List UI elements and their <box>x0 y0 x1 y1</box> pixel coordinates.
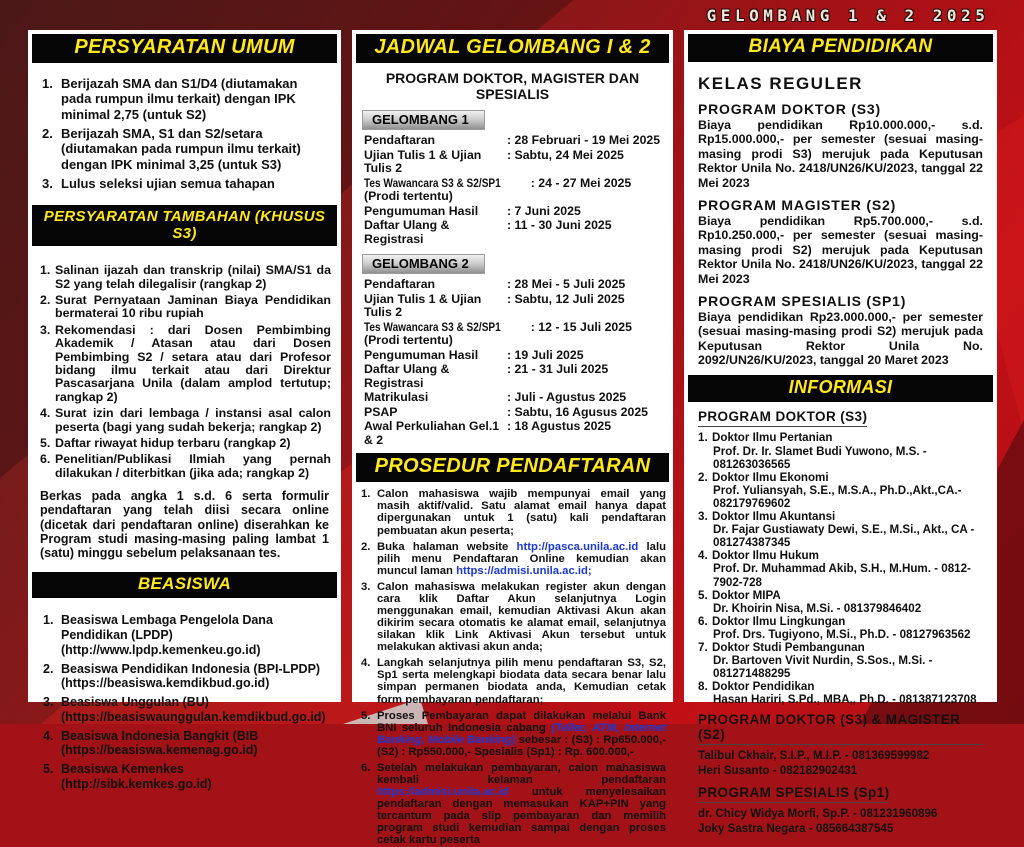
list-item <box>40 264 331 291</box>
header-jadwal: JADWAL GELOMBANG I & 2 <box>356 34 669 63</box>
contact-entry <box>698 641 983 680</box>
item-text: Salinan ijazah dan transkrip (nilai) SMA/S1 da S2 yang telah dilegalisir (rangkap 2) <box>55 263 331 291</box>
header-informasi: INFORMASI <box>688 375 993 402</box>
schedule-label <box>364 278 507 292</box>
informasi-heading-text: PROGRAM DOKTOR (S3) <box>698 409 867 427</box>
text-segment: Proses Pembayaran dapat dilakukan melalui Bank BNI seluruh Indonesia cabang <box>377 709 666 734</box>
berkas-note: Berkas pada angka 1 s.d. 6 serta formulir pendaftaran yang telah diisi secara online (dicetak dari pendaftaran online) diserahkan ke Program studi masing-masing paling lambat 1 (satu) minggu sebelum pelaksanaan tes. <box>40 489 329 561</box>
contact-line1 <box>698 615 983 628</box>
schedule-value: : Sabtu, 24 Mei 2025 <box>507 147 624 162</box>
informasi-section <box>698 712 983 778</box>
biaya-program-body: Biaya pendidikan Rp5.700.000,- s.d. Rp10.250.000,- per semester (sesuai masing-masing prodi S2) merujuk pada Keputusan Rektor Unila No. 2418/UN26/KU/2023, tanggal 22 Mei 2023 <box>698 213 983 286</box>
header-persyaratan-tambahan: PERSYARATAN TAMBAHAN (KHUSUS S3) <box>32 205 337 246</box>
item-number: 4. <box>361 657 371 670</box>
prosedur-item-text <box>377 710 666 758</box>
schedule-label <box>364 349 507 363</box>
informasi-section-heading <box>698 408 983 427</box>
contact-person: Prof. Dr. Muhammad Akib, S.H., M.Hum. - 0812-7902-728 <box>713 562 971 589</box>
schedule-label <box>364 205 507 219</box>
url-link[interactable]: https://admisi.unila.ac.id <box>377 786 509 799</box>
text-segment: lalu pilih menu Pendaftaran Online kemudian akan muncul laman <box>377 540 667 577</box>
contact-person: Prof. Drs. Tugiyono, M.Si., Ph.D. - 08127963562 <box>713 627 971 641</box>
item-number: 1. <box>43 613 54 628</box>
prosedur-item-text <box>377 581 666 653</box>
banner-gelombang-2025: GELOMBANG 1 & 2 2025 <box>706 6 990 25</box>
program-name: Doktor Pendidikan <box>712 680 815 694</box>
item-number: 2. <box>43 661 54 676</box>
item-number: 2. <box>40 293 51 308</box>
beasiswa-item <box>43 662 331 692</box>
biaya-program-body: Biaya pendidikan Rp10.000.000,- s.d. Rp15.000.000,- per semester (sesuai masing-masing prodi S3) merujuk pada Keputusan Rektor Unila No. 2418/UN26/KU/2023, tanggal 22 Mei 2023 <box>698 118 983 190</box>
header-biaya: BIAYA PENDIDIKAN <box>688 34 993 62</box>
contact-entries <box>698 431 983 706</box>
prosedur-item <box>361 657 666 705</box>
schedule-label-text: Pendaftaran <box>364 133 436 147</box>
contact-entry <box>698 549 983 588</box>
beasiswa-item-body <box>61 662 320 692</box>
schedule-rows <box>352 278 673 447</box>
text-segment: untuk menyelesaikan pendaftaran dengan memasukan KAP+PIN yang tercantum pada slip pembayaran dan memilih program studi kemudian sampai dengan proses cetak kartu peserta <box>377 786 666 847</box>
informasi-heading-text: PROGRAM DOKTOR (S3) & MAGISTER (S2) <box>698 712 983 745</box>
header-prosedur: PROSEDUR PENDAFTARAN <box>356 453 669 482</box>
schedule-label-note: (Prodi tertentu) <box>364 333 453 348</box>
contact-entries <box>698 807 983 836</box>
item-text: Surat Pernyataan Jaminan Biaya Pendidikan bermaterai 10 ribu rupiah <box>55 293 331 321</box>
contact-entry <box>698 680 983 706</box>
biaya-program-heading: PROGRAM SPESIALIS (SP1) <box>698 292 907 309</box>
item-number: 8. <box>698 680 708 694</box>
contact-line1 <box>698 641 983 654</box>
panel-biaya-informasi <box>684 30 997 835</box>
item-number: 5. <box>43 762 54 777</box>
informasi-section-heading <box>698 712 983 745</box>
schedule-row <box>364 406 665 420</box>
program-name: Doktor Ilmu Hukum <box>712 549 819 563</box>
schedule-value: : 19 Juli 2025 <box>507 347 584 362</box>
item-number: 6. <box>40 452 51 467</box>
list-item <box>40 407 331 434</box>
prosedur-item <box>361 581 666 653</box>
beasiswa-list <box>43 613 331 791</box>
list-item <box>40 294 331 321</box>
schedule-label <box>364 420 507 447</box>
contact-person: Dr. Fajar Gustiawaty Dewi, S.E., M.Si., Akt., CA - 081274387345 <box>713 523 975 550</box>
contact-line1 <box>698 764 983 778</box>
beasiswa-url: (https://beasiswa.kemdikbud.go.id) <box>61 676 270 691</box>
program-name: Doktor Ilmu Ekonomi <box>712 470 829 484</box>
program-name: Doktor MIPA <box>712 588 781 602</box>
item-number: 1. <box>361 488 371 501</box>
panel-persyaratan <box>28 30 341 791</box>
prosedur-item <box>361 541 666 577</box>
item-number: 3. <box>42 175 53 191</box>
schedule-label-text: Matrikulasi <box>364 390 429 405</box>
schedule-label-text: Ujian Tulis 1 & Ujian Tulis 2 <box>364 291 482 320</box>
schedule-value: : 18 Agustus 2025 <box>507 419 612 434</box>
contact-person: Dr. Khoirin Nisa, M.Si. - 081379846402 <box>713 601 922 615</box>
schedule-row <box>364 149 665 176</box>
informasi-section <box>698 408 983 706</box>
contact-entry <box>698 510 983 549</box>
beasiswa-item-body <box>61 695 326 725</box>
beasiswa-item-body <box>61 613 331 657</box>
schedule-label-text: Daftar Ulang & Registrasi <box>364 218 450 246</box>
program-name: Doktor Ilmu Pertanian <box>712 431 833 445</box>
program-name: dr. Chicy Widya Morfi, Sp.P. - 081231960896 <box>698 807 938 821</box>
schedule-value: : 28 Februari - 19 Mei 2025 <box>507 133 661 147</box>
schedule-rows <box>352 134 673 246</box>
schedule-row <box>364 177 665 204</box>
contact-person: Dr. Bartoven Vivit Nurdin, S.Sos., M.Si. - 081271488295 <box>713 654 933 681</box>
biaya-program-heading: PROGRAM DOKTOR (S3) <box>698 101 881 117</box>
schedule-value: : Sabtu, 12 Juli 2025 <box>507 291 625 306</box>
item-text: Rekomendasi : dari Dosen Pembimbing Akademik / Atasan atau dari Dosen Pembimbing S2 / setara atau dari Profesor bidang ilmu terkait atau dari Direktur Pascasarjana Unila (dalam amplod tertutup; rangkap 2) <box>55 322 331 404</box>
beasiswa-url: (http://sibk.kemkes.go.id) <box>61 776 212 791</box>
contact-entries <box>698 749 983 778</box>
schedule-row <box>364 349 665 363</box>
beasiswa-name: Beasiswa Pendidikan Indonesia (BPI-LPDP) <box>61 661 321 676</box>
schedule-label <box>364 406 507 420</box>
text-segment: Setelah melakukan pembayaran, calon mahasiswa kembali kelaman pendaftaran <box>377 761 666 787</box>
item-text: Berijazah SMA, S1 dan S2/setara (diutamakan pada rumpun ilmu terkait) dengan IPK minimal 3,25 (untuk S3) <box>61 125 301 172</box>
schedule-value: : 7 Juni 2025 <box>507 203 581 218</box>
contact-line1 <box>698 680 983 693</box>
contact-entry <box>698 822 983 836</box>
contact-entry <box>698 807 983 821</box>
schedule-value: : 11 - 30 Juni 2025 <box>507 218 612 233</box>
list-item <box>40 324 331 404</box>
beasiswa-url: (https://beasiswaunggulan.kemdikbud.go.id) <box>61 709 326 724</box>
schedule-label <box>364 293 507 320</box>
schedule-value: : Sabtu, 16 Agusus 2025 <box>507 404 649 419</box>
item-number: 2. <box>698 470 708 484</box>
beasiswa-name: Beasiswa Unggulan (BU) <box>61 695 209 710</box>
program-name: Heri Susanto - 082182902431 <box>698 763 858 777</box>
program-name: Talibul Ckhair, S.I.P., M.I.P. - 081369599982 <box>698 749 930 763</box>
prosedur-item <box>361 488 666 536</box>
item-number: 4. <box>698 549 708 563</box>
biaya-programs <box>684 101 997 367</box>
informasi-heading-text: PROGRAM SPESIALIS (Sp1) <box>698 785 889 803</box>
item-number: 3. <box>43 695 54 710</box>
contact-entry <box>698 764 983 778</box>
contact-entry <box>698 431 983 470</box>
item-number: 3. <box>698 510 708 524</box>
item-text: Surat izin dari lembaga / instansi asal calon peserta (bagi yang sudah bekerja; rangkap 2) <box>55 406 331 434</box>
schedule-value: : 28 Mei - 5 Juli 2025 <box>507 277 626 292</box>
prosedur-item-text <box>377 541 666 577</box>
contact-line1 <box>698 510 983 523</box>
schedule-value: : 24 - 27 Mei 2025 <box>530 175 632 190</box>
biaya-program <box>698 293 983 368</box>
schedule-label <box>364 321 531 348</box>
beasiswa-name: Beasiswa Indonesia Bangkit (BIB <box>61 728 259 743</box>
header-persyaratan-umum: PERSYARATAN UMUM <box>32 34 337 63</box>
beasiswa-name: Beasiswa Kemenkes <box>61 762 184 777</box>
beasiswa-item <box>43 729 331 759</box>
contact-line1 <box>698 822 983 836</box>
schedule-label-note: (Prodi tertentu) <box>364 189 453 204</box>
text-segment: sebesar : (S3) : Rp650.000,- (S2) : Rp550.000,- Spesialis (Sp1) : Rp. 600.000,- <box>377 733 666 758</box>
schedule-row <box>364 293 665 320</box>
schedule-label <box>364 134 507 148</box>
kelas-reguler-label: KELAS REGULER <box>698 74 863 93</box>
schedule-label-text: PSAP <box>364 404 398 419</box>
text-segment: Calon mahasiswa wajib mempunyai email yang masih aktif/valid. Satu alamat email hanya dapat dipergunakan untuk 1 (satu) kali pendaftaran pembuatan akun peserta; <box>377 488 666 537</box>
schedule-row <box>364 363 665 390</box>
item-number: 7. <box>698 640 708 654</box>
item-text: Lulus seleksi ujian semua tahapan <box>61 175 275 191</box>
list-item <box>42 126 329 172</box>
schedule-label-text: Pengumuman Hasil <box>364 347 479 362</box>
schedule-row <box>364 219 665 246</box>
item-number: 4. <box>43 728 54 743</box>
schedule-label <box>364 363 507 390</box>
url-link[interactable]: https://admisi.unila.ac.id; <box>456 564 592 577</box>
biaya-program <box>698 101 983 190</box>
informasi-sections <box>684 408 997 836</box>
prosedur-item-text <box>377 657 666 705</box>
text-segment: Calon mahasiswa melakukan register akun dengan cara klik Daftar Akun selanjutnya Login menggunakan email, kemudian Aktivasi Akun akan dikirim secara otomatis ke alamat email, selanjutnya silakan klik Link Aktivasi Akun tersebut untuk melakukan aktivasi akun anda; <box>377 580 666 654</box>
beasiswa-item <box>43 613 331 657</box>
list-item <box>42 76 329 122</box>
schedule-label <box>364 177 531 204</box>
persyaratan-tambahan-list <box>40 264 331 480</box>
schedule-label-text: Tes Wawancara S3 & S2/SP1 <box>364 175 501 190</box>
beasiswa-item <box>43 695 331 725</box>
item-number: 2. <box>361 540 371 553</box>
item-number: 3. <box>361 580 371 593</box>
contact-line1 <box>698 749 983 763</box>
list-item <box>40 437 331 450</box>
prosedur-item <box>361 762 666 847</box>
schedule-label <box>364 149 507 176</box>
schedule-value: : 21 - 31 Juli 2025 <box>507 362 609 377</box>
item-text: Penelitian/Publikasi Ilmiah yang pernah dilakukan / diterbitkan (jika ada; rangkap 2) <box>55 452 331 480</box>
schedule-label <box>364 391 507 405</box>
item-number: 6. <box>698 614 708 628</box>
schedule-row <box>364 205 665 219</box>
url-link[interactable]: (Teller, ATM, Internet Banking, Mobile Banking) <box>377 721 666 746</box>
item-number: 5. <box>698 588 708 602</box>
item-text: Daftar riwayat hidup terbaru (rangkap 2) <box>55 435 291 450</box>
beasiswa-url: (http://www.lpdp.kemenkeu.go.id) <box>61 642 261 657</box>
persyaratan-umum-list <box>42 76 329 191</box>
beasiswa-item-body <box>61 762 212 792</box>
program-name: Joky Sastra Negara - 085664387545 <box>698 821 894 835</box>
panel-jadwal-prosedur <box>352 30 673 847</box>
program-name: Doktor Ilmu Lingkungan <box>712 614 846 628</box>
contact-entry <box>698 615 983 641</box>
gelombang-group <box>352 110 673 246</box>
prosedur-list <box>361 488 666 846</box>
prosedur-item-text <box>377 762 666 847</box>
biaya-program-body: Biaya pendidikan Rp23.000.000,- per semester (sesuai masing-masing prodi S2) merujuk pada Keputusan Rektor Unila No. 2092/UN26/KU/2023, tanggal 20 Maret 2023 <box>698 309 983 368</box>
item-text: Berijazah SMA dan S1/D4 (diutamakan pada rumpun ilmu terkait) dengan IPK minimal 2,75 (untuk S2) <box>61 76 298 122</box>
biaya-program-heading: PROGRAM MAGISTER (S2) <box>698 196 897 213</box>
schedule-label-text: Daftar Ulang & Registrasi <box>364 362 450 390</box>
contact-line1 <box>698 549 983 562</box>
gelombang-label: GELOMBANG 2 <box>362 254 485 274</box>
gelombang-label: GELOMBANG 1 <box>362 110 485 130</box>
contact-line1 <box>698 807 983 821</box>
contact-entry <box>698 749 983 763</box>
item-number: 3. <box>40 322 51 337</box>
contact-entry <box>698 471 983 510</box>
list-item <box>42 176 329 191</box>
header-beasiswa: BEASISWA <box>32 572 337 598</box>
contact-person: Hasan Hariri, S.Pd., MBA,, Ph.D. - 081387123708 <box>713 693 977 707</box>
schedule-label-text: Pendaftaran <box>364 277 436 292</box>
item-number: 1. <box>40 263 51 278</box>
jadwal-groups <box>352 110 673 447</box>
item-number: 4. <box>40 406 51 421</box>
beasiswa-item-body <box>61 729 258 759</box>
program-name: Doktor Ilmu Akuntansi <box>712 510 836 524</box>
text-segment: Buka halaman website <box>377 540 517 553</box>
schedule-row <box>364 134 665 148</box>
biaya-program <box>698 197 983 286</box>
contact-person: Prof. Yuliansyah, S.E., M.S.A., Ph.D.,Akt.,CA.- 082179769602 <box>713 483 962 510</box>
schedule-row <box>364 391 665 405</box>
informasi-section <box>698 784 983 836</box>
text-segment: Langkah selanjutnya pilih menu pendaftaran S3, S2, Sp1 serta melengkapi biodata data secara benar lalu simpan permanen biodata anda, Kemudian cetak form pembayaran pendaftaran; <box>377 657 666 706</box>
jadwal-subtitle: PROGRAM DOKTOR, MAGISTER DAN SPESIALIS <box>385 70 640 102</box>
contact-entry <box>698 589 983 615</box>
informasi-section-heading <box>698 784 983 803</box>
schedule-label-text: Ujian Tulis 1 & Ujian Tulis 2 <box>364 147 482 176</box>
contact-line1 <box>698 589 983 602</box>
beasiswa-item <box>43 762 331 792</box>
prosedur-item-text <box>377 488 666 536</box>
schedule-value: : Juli - Agustus 2025 <box>507 390 627 405</box>
contact-line1 <box>698 471 983 484</box>
schedule-row <box>364 321 665 348</box>
item-number: 6. <box>361 761 371 774</box>
item-number: 5. <box>361 709 371 722</box>
prosedur-item <box>361 710 666 758</box>
gelombang-group <box>352 254 673 447</box>
schedule-label <box>364 219 507 246</box>
beasiswa-url: (https://beasiswa.kemenag.go.id) <box>61 743 258 758</box>
item-number: 5. <box>40 435 51 450</box>
schedule-row <box>364 278 665 292</box>
program-name: Doktor Studi Pembangunan <box>712 640 865 654</box>
contact-person: Prof. Dr. Ir. Slamet Budi Yuwono, M.S. - 081263036565 <box>713 444 927 471</box>
list-item <box>40 453 331 480</box>
schedule-label-text: Pengumuman Hasil <box>364 203 479 218</box>
schedule-row <box>364 420 665 447</box>
schedule-label-text: Tes Wawancara S3 & S2/SP1 <box>364 319 501 334</box>
contact-line1 <box>698 431 983 444</box>
beasiswa-name: Beasiswa Lembaga Pengelola Dana Pendidikan (LPDP) <box>61 613 273 643</box>
item-number: 1. <box>42 76 53 91</box>
item-number: 1. <box>698 431 708 445</box>
item-number: 2. <box>42 125 53 141</box>
schedule-value: : 12 - 15 Juli 2025 <box>530 319 632 334</box>
schedule-label-text: Awal Perkuliahan Gel.1 & 2 <box>364 419 500 447</box>
url-link[interactable]: http://pasca.unila.ac.id <box>516 540 639 553</box>
